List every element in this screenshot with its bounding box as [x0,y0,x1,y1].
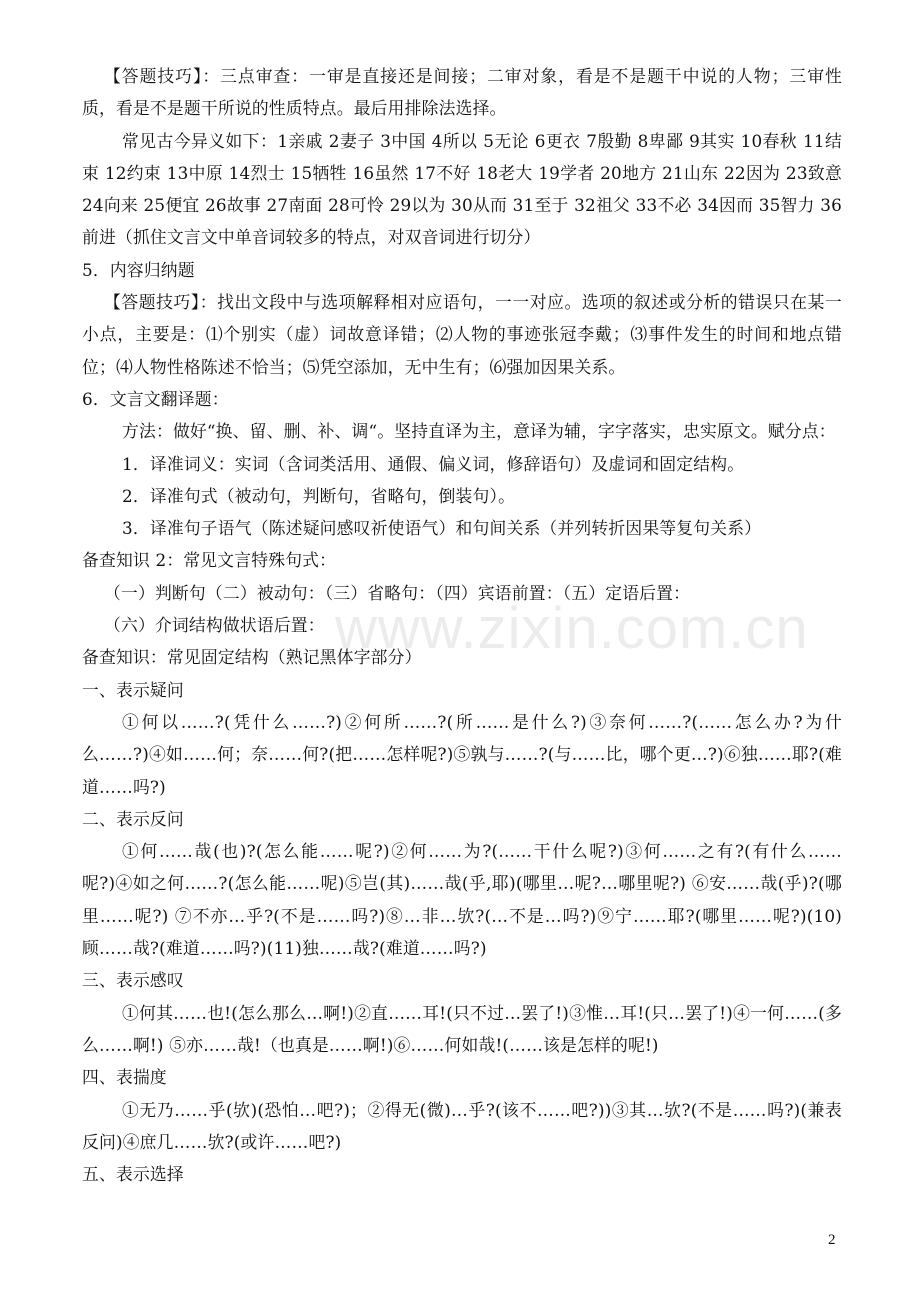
scoring-point-2: 2．译准句式（被动句，判断句，省略句，倒装句）。 [122,485,516,506]
heading-choice: 五、表示选择 [82,1164,184,1185]
exclamation-structures: ①何其……也!(怎么那么…啊!)②直……耳!(只不过…罢了!)③惟…耳!(只…罢了!)④一何……(多么……啊!) ⑤亦……哉!（也真是……啊!)⑥……何如哉!(……该是怎样的呢!) [82,1002,842,1055]
page-number: 2 [828,1232,836,1248]
tip-paragraph-1: 【答题技巧】：三点审查：一审是直接还是间接；二审对象，看是不是题干中说的人物；三审性质，看是不是题干所说的性质特点。最后用排除法选择。 [82,66,842,119]
scoring-point-1: 1．译准词义：实词（含词类活用、通假、偏义词，修辞语句）及虚词和固定结构。 [122,453,745,474]
scoring-point-3: 3．译准句子语气（陈述疑问感叹祈使语气）和句间关系（并列转折因果等复句关系） [122,518,762,539]
question-structures: ①何以……?(凭什么……?)②何所……?(所……是什么?)③奈何……?(……怎么办?为什么……?)④如……何；奈……何?(把……怎样呢?)⑤孰与……?(与……比，哪个更…?)⑥独……耶?(难道……吗?) [82,711,842,797]
watermark: www.zixin.com.cn [335,596,809,661]
reference-knowledge-2: 备查知识 2：常见文言特殊句式： [82,550,337,571]
rhetorical-structures: ①何……哉(也)?(怎么能……呢?)②何……为?(……干什么呢?)③何……之有?(有什么……呢?)④如之何……?(怎么能……呢)⑤岂(其)……哉(乎,耶)(哪里…呢?…哪里呢?) ⑥安……哉(乎)?(哪里……呢?) ⑦不亦…乎?(不是……吗?)⑧…非…欤?(…不是…吗?)⑨宁……耶?(哪里……呢?)(10)顾……哉?(难道……吗?)(11)独……哉?(难道……吗?) [82,841,842,959]
special-sentence-types-6: （六）介词结构做状语后置： [104,615,325,636]
heading-conjecture: 四、表揣度 [82,1067,167,1088]
heading-question: 一、表示疑问 [82,679,184,700]
tip-paragraph-2: 【答题技巧】：找出文段中与选项解释相对应语句，一一对应。选项的叙述或分析的错误只在某一小点，主要是：⑴个别实（虚）词故意译错；⑵人物的事迹张冠李戴；⑶事件发生的时间和地点错位；⑷人物性格陈述不恰当；⑸凭空添加，无中生有；⑹强加因果关系。 [82,292,842,377]
document-body [82,60,842,1190]
reference-knowledge-fixed: 备查知识：常见固定结构（熟记黑体字部分） [82,647,422,668]
conjecture-structures: ①无乃……乎(欤)(恐怕…吧?)；②得无(微)…乎?(该不……吧?))③其…欤?(不是……吗?)(兼表反问)④庶几……欤?(或许……吧?) [82,1099,842,1152]
section-heading-6: 6．文言文翻译题： [82,388,229,409]
heading-rhetorical: 二、表示反问 [82,808,184,829]
section-heading-5: 5．内容归纳题 [82,259,195,280]
heading-exclamation: 三、表示感叹 [82,970,184,991]
method-paragraph: 方法：做好“换、留、删、补、调“。坚持直译为主，意译为辅，字字落实，忠实原文。赋分点： [122,421,836,442]
special-sentence-types: （一）判断句（二）被动句：（三）省略句：（四）宾语前置：（五）定语后置： [104,582,691,603]
ancient-modern-words: 常见古今异义如下：1亲戚 2妻子 3中国 4所以 5无论 6更衣 7殷勤 8卑鄙 9其实 10春秋 11结束 12约束 13中原 14烈士 15牺牲 16虽然 17不好 18老大 19学者 20地方 21山东 22因为 23致意 24向来 25便宜 26故事 27南面 28可怜 29以为 30从而 31至于 32祖父 33不必 34因而 35智力 36前进（抓住文言文中单音词较多的特点，对双音词进行切分） [82,130,842,248]
